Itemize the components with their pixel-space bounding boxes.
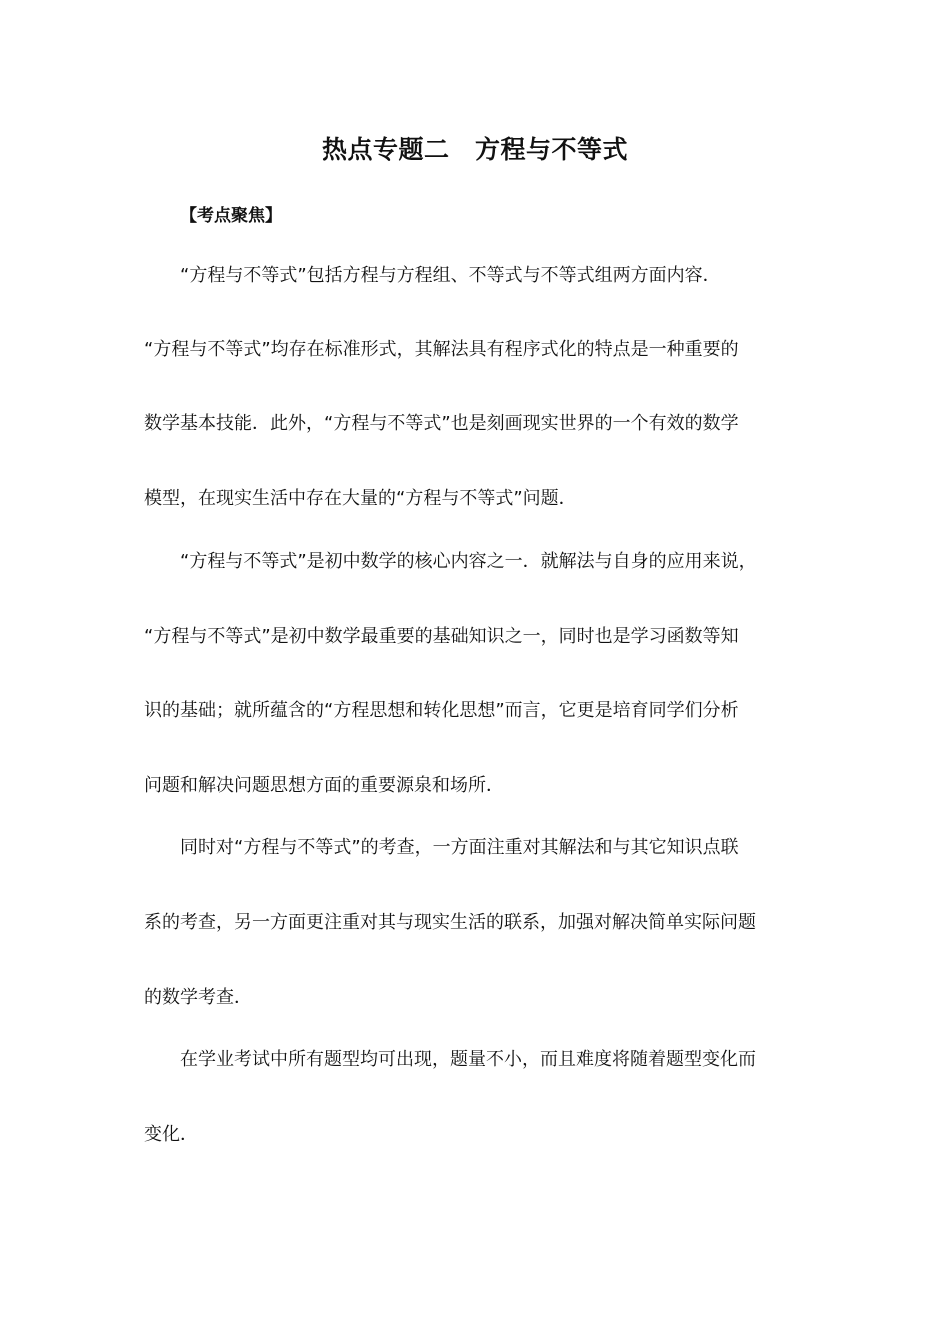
paragraph-line: 变化． — [144, 1124, 198, 1145]
paragraph-line: 问题和解决问题思想方面的重要源泉和场所． — [144, 775, 504, 796]
paragraph-line: 数学基本技能．此外，“方程与不等式”也是刻画现实世界的一个有效的数学 — [144, 413, 739, 434]
paragraph-line: 在学业考试中所有题型均可出现，题量不小，而且难度将随着题型变化而 — [180, 1049, 756, 1070]
paragraph-line: “方程与不等式”均存在标准形式，其解法具有程序式化的特点是一种重要的 — [144, 339, 739, 360]
paragraph-line: 系的考查，另一方面更注重对其与现实生活的联系，加强对解决简单实际问题 — [144, 912, 756, 933]
paragraph-line: “方程与不等式”是初中数学的核心内容之一．就解法与自身的应用来说， — [180, 551, 757, 572]
paragraph-line: “方程与不等式”包括方程与方程组、不等式与不等式组两方面内容． — [180, 265, 721, 286]
paragraph-line: 模型，在现实生活中存在大量的“方程与不等式”问题． — [144, 488, 577, 509]
paragraph-line: 识的基础；就所蕴含的“方程思想和转化思想”而言，它更是培育同学们分析 — [144, 700, 739, 721]
paragraph-line: 的数学考查． — [144, 987, 252, 1008]
paragraph-line: 同时对“方程与不等式”的考查，一方面注重对其解法和与其它知识点联 — [180, 837, 739, 858]
page-title: 热点专题二 方程与不等式 — [321, 135, 628, 164]
paragraph-line: “方程与不等式”是初中数学最重要的基础知识之一，同时也是学习函数等知 — [144, 626, 739, 647]
section-heading: 【考点聚焦】 — [180, 206, 282, 226]
